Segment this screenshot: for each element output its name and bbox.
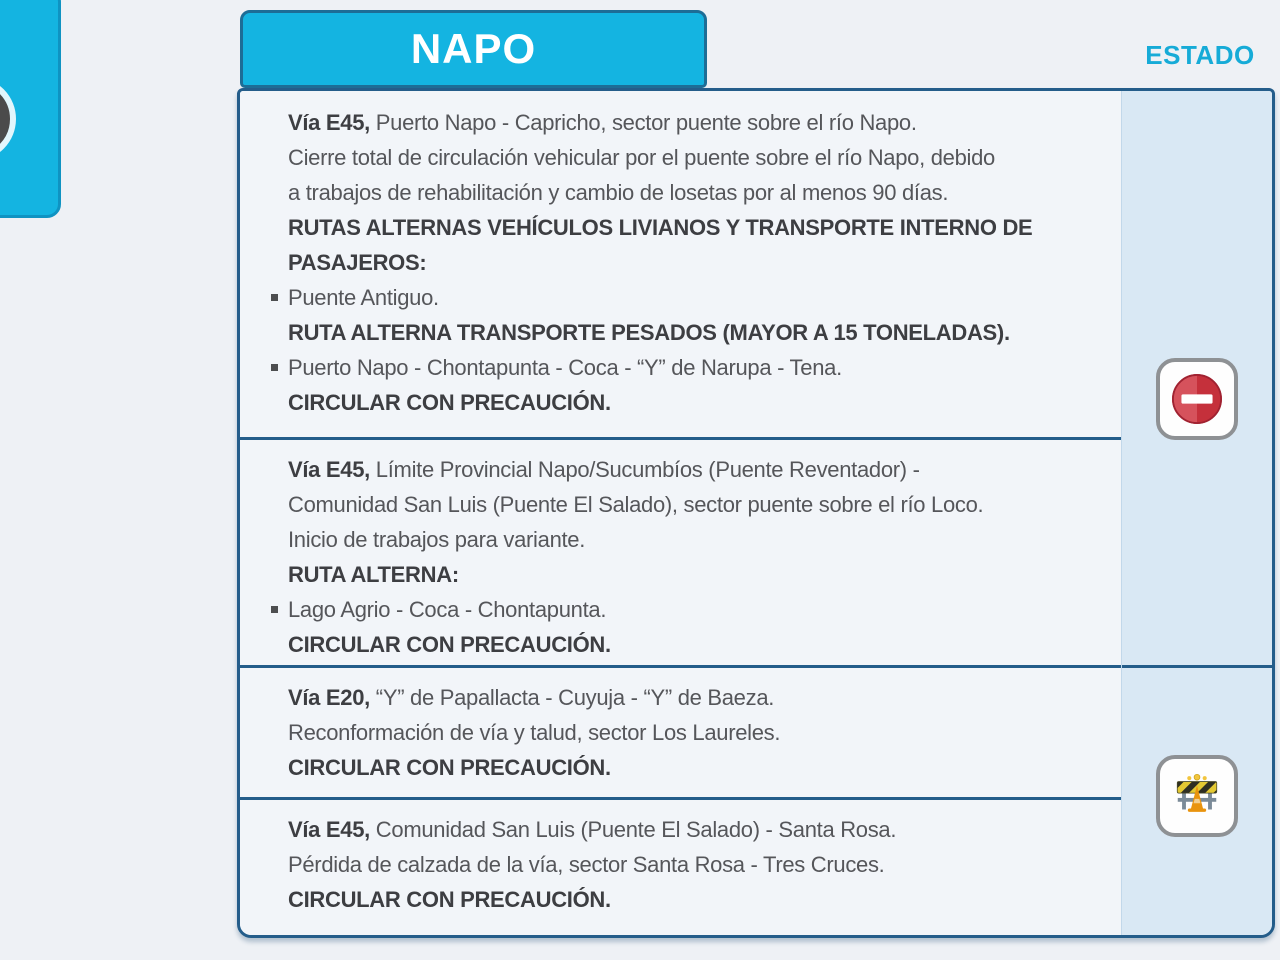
estado-column [1121, 91, 1272, 935]
road-status-line: Cierre total de circulación vehicular por el puente sobre el río Napo, debido [288, 145, 995, 170]
road-status-line: Comunidad San Luis (Puente El Salado), sector puente sobre el río Loco. [288, 492, 984, 517]
corner-avatar-circle [0, 77, 16, 161]
road-status-line: Pérdida de calzada de la vía, sector Santa Rosa - Tres Cruces. [288, 852, 885, 877]
road-status-line: CIRCULAR CON PRECAUCIÓN. [288, 887, 611, 912]
road-status-line: Lago Agrio - Coca - Chontapunta. [288, 592, 1103, 627]
province-tab [240, 10, 707, 88]
road-status-line: Inicio de trabajos para variante. [288, 527, 586, 552]
road-status-line: Puerto Napo - Chontapunta - Coca - “Y” de Narupa - Tena. [288, 350, 1103, 385]
road-status-row [240, 91, 1121, 440]
road-status-line: a trabajos de rehabilitación y cambio de losetas por al menos 90 días. [288, 180, 949, 205]
estado-cell-roadwork [1122, 668, 1272, 935]
province-title: NAPO [410, 25, 537, 72]
road-status-line: PASAJEROS: [288, 250, 427, 275]
road-status-line: CIRCULAR CON PRECAUCIÓN. [288, 755, 611, 780]
road-status-row [240, 668, 1121, 800]
road-status-line: RUTA ALTERNA TRANSPORTE PESADOS (MAYOR A 15 TONELADAS). [288, 320, 1010, 345]
no-entry-icon [1156, 358, 1238, 440]
road-descriptions-column [240, 91, 1121, 935]
bullet-icon [271, 364, 278, 371]
roadwork-icon [1156, 755, 1238, 837]
bullet-icon [271, 606, 278, 613]
road-status-line: Puente Antiguo. [288, 280, 1103, 315]
road-status-line: Vía E45, Límite Provincial Napo/Sucumbíos (Puente Reventador) - [288, 457, 920, 482]
road-status-line: Vía E20, “Y” de Papallacta - Cuyuja - “Y” de Baeza. [288, 685, 775, 710]
road-status-line: Vía E45, Puerto Napo - Capricho, sector puente sobre el río Napo. [288, 110, 917, 135]
bullet-icon [271, 294, 278, 301]
road-status-line: CIRCULAR CON PRECAUCIÓN. [288, 390, 611, 415]
road-status-line: Vía E45, Comunidad San Luis (Puente El Salado) - Santa Rosa. [288, 817, 897, 842]
estado-column-header: ESTADO [1145, 40, 1255, 70]
road-status-line: RUTA ALTERNA: [288, 562, 459, 587]
road-status-row [240, 440, 1121, 668]
road-status-row [240, 800, 1121, 935]
road-status-line: CIRCULAR CON PRECAUCIÓN. [288, 632, 611, 657]
road-status-table [237, 88, 1275, 938]
road-status-line: RUTAS ALTERNAS VEHÍCULOS LIVIANOS Y TRANSPORTE INTERNO DE [288, 215, 1033, 240]
road-status-line: Reconformación de vía y talud, sector Los Laureles. [288, 720, 781, 745]
estado-cell-closed [1122, 91, 1272, 668]
corner-badge [0, 0, 61, 218]
